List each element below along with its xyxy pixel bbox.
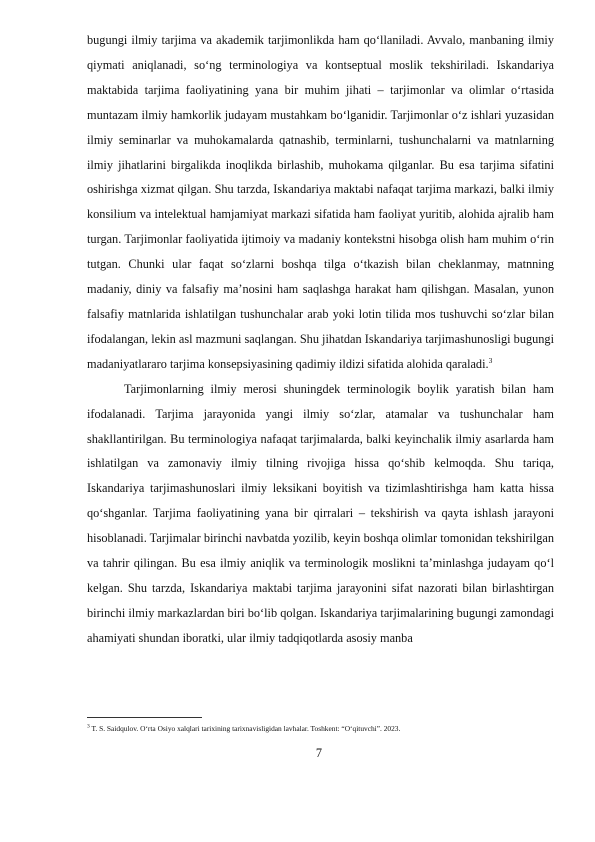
paragraph-2-text: Tarjimonlarning ilmiy merosi shuningdek terminologik boylik yaratish bilan ham ifodalanadi. Tarjima jarayonida yangi ilmiy so‘zlar, atamalar va tushunchalar ham shakllantirilgan. Bu terminologiya nafaqat tarjimalarda, balki keyinchalik ilmiy asarlarda ham ishlatilgan va zamonaviy ilmiy tilning rivojiga hissa qo‘shib kelmoqda. Shu tariqa, Iskandariya tarjimashunoslari ilmiy leksikani boyitish va tizimlashtirishga ham katta hissa qo‘shganlar. Tarjima faoliyatining yana bir qirralari – tekshirish va qayta ishlash jarayoni hisoblanadi. Tarjimalar birinchi navbatda yozilib, keyin boshqa olimlar tomonidan tekshirilgan va tahrir qilingan. Bu esa ilmiy aniqlik va terminologik moslikni ta’minlashga judayam qo‘l kelgan. Shu tarzda, Iskandariya maktabi tarjima jarayonini sifat nazorati bilan birlashtirgan birinchi ilmiy markazlardan biri bo‘lib qolgan. Iskandariya tarjimalarining bugungi zamondagi ahamiyati shundan iboratki, ular ilmiy tadqiqotlarda asosiy manba <box>87 381 554 645</box>
footnote-separator <box>87 717 202 718</box>
paragraph-1-text: bugungi ilmiy tarjima va akademik tarjimonlikda ham qo‘llaniladi. Avvalo, manbaning ilmiy qiymati aniqlanadi, so‘ng terminologiya va kontseptual moslik tekshiriladi. Iskandariya maktabida tarjima faoliyatining yana bir muhim jihati – tarjimonlar va olimlar o‘rtasida muntazam ilmiy hamkorlik judayam mustahkam bo‘lganidir. Tarjimonlar o‘z ishlari yuzasidan ilmiy seminarlar va muhokamalarda qatnashib, terminlarni, tushunchalarni va matnlarning ilmiy jihatlarini birgalikda inoqlikda birlashib, muhokama qilganlar. Bu esa tarjima sifatini oshirishga xizmat qilgan. Shu tarzda, Iskandariya maktabi nafaqat tarjima markazi, balki ilmiy konsilium va intelektual hamjamiyat markazi sifatida ham faoliyat yuritib, alohida ajralib ham turgan. Tarjimonlar faoliyatida ijtimoiy va madaniy kontekstni hisobga olish ham muhim o‘rin tutgan. Chunki ular faqat so‘zlarni boshqa tilga o‘tkazish bilan cheklanmay, matnning madaniy, diniy va falsafiy ma’nosini ham saqlashga harakat ham qilishgan. Masalan, yunon falsafiy matnlarida ishlatilgan tushunchalar arab yoki lotin tilida mos tushuvchi so‘zlar bilan ifodalangan, lekin asl mazmuni saqlangan. Shu jihatdan Iskandariya tarjimashunosligi bugungi madaniyatlararo tarjima konsepsiyasining qadimiy ildizi sifatida alohida qaraladi. <box>87 33 554 371</box>
footnote-reference[interactable]: 3 <box>488 355 493 365</box>
paragraph-1 <box>87 28 554 377</box>
page-number: 7 <box>315 746 323 760</box>
footnote <box>87 724 567 734</box>
paragraph-2 <box>87 377 554 651</box>
footnote-number: 3 <box>87 723 90 730</box>
footnote-text: T. S. Saidqulov. O‘rta Osiyo xalqlari tarixining tarixnavisligidan lavhalar. Toshkent: “O‘qituvchi”. 2023. <box>91 724 401 733</box>
body-text <box>87 28 554 651</box>
